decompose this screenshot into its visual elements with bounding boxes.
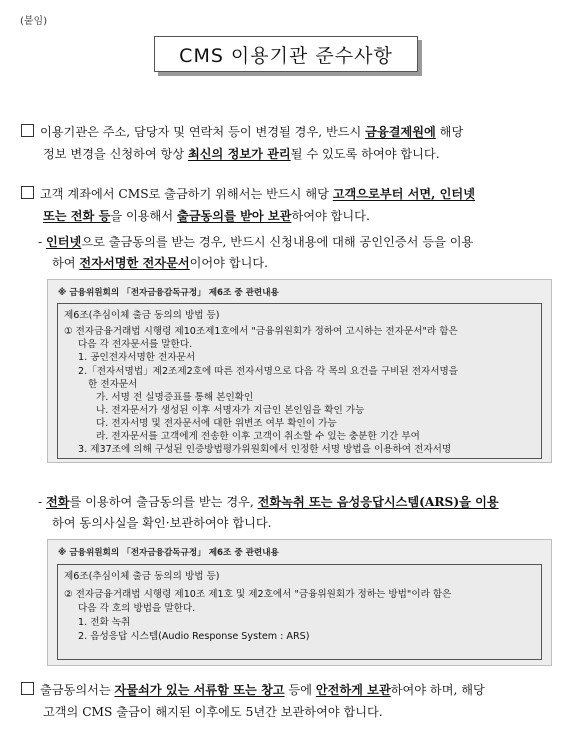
regulation-line: 다음 각 전자문서를 말한다. xyxy=(78,339,193,350)
checkbox-icon xyxy=(21,124,34,137)
regulation-line: 가. 서명 전 실명증표를 통해 본인확인 xyxy=(96,392,254,403)
regulation-line: 한 전자문서 xyxy=(88,379,138,390)
regulation-line: 제6조(추심이체 출금 동의의 방법 등) xyxy=(64,571,220,582)
internet-line-1: - 인터넷으로 출금동의를 받는 경우, 반드시 신청내용에 대해 공인인증서 등을 이용 xyxy=(38,235,474,249)
regulation-box-inner xyxy=(57,564,542,660)
section-2 xyxy=(21,183,475,227)
regulation-line: 1. 공인전자서명한 전자문서 xyxy=(78,352,196,363)
emphasis-kftc: 금융결제원에 xyxy=(365,125,436,139)
regulation-line: 다음 각 호의 방법을 말한다. xyxy=(78,603,196,614)
regulation-line: 2.「전자서명법」제2조제2호에 따른 전자서명으로 다음 각 목의 요건을 구비된 전자서명을 xyxy=(78,366,459,377)
emphasis-keep-consent: 출금동의를 받아 보관 xyxy=(176,209,292,223)
section-2-line-2: 또는 전화 등을 이용해서 출금동의를 받아 보관하여야 합니다. xyxy=(43,209,370,223)
regulation-line: 2. 음성응답 시스템(Audio Response System : ARS) xyxy=(78,631,310,642)
regulation-box-inner xyxy=(57,303,542,459)
regulation-box-phone xyxy=(47,539,552,666)
regulation-line: 나. 전자문서가 생성된 이후 서명자가 지급인 본인임을 확인 가능 xyxy=(96,405,365,416)
annex-label: (붙임) xyxy=(20,16,48,27)
phone-consent xyxy=(38,492,499,534)
section-1 xyxy=(21,121,463,165)
regulation-line: ① 전자금융거래법 시행령 제10조제1호에서 "금융위원회가 정하여 고시하는 전자문서"라 함은 xyxy=(64,326,458,337)
page-title xyxy=(154,36,418,72)
regulation-line: 다. 전자서명 및 전자문서에 대한 위변조 여부 확인이 가능 xyxy=(96,418,337,429)
regulation-line: 3. 제37조에 의해 구성된 인증방법평가위원회에서 인정한 서명 방법을 이용하여 전자서명 xyxy=(78,444,452,455)
section-1-line-1: 이용기관은 주소, 담당자 및 연락처 등이 변경될 경우, 반드시 금융결제원에 해당 xyxy=(21,121,463,143)
regulation-line: ② 전자금융거래법 시행령 제10조 제1호 및 제2호에서 "금융위원회가 정하는 방법"이라 함은 xyxy=(64,589,452,600)
section-3-line-2: 고객의 CMS 출금이 해지된 이후에도 5년간 보관하여야 합니다. xyxy=(43,705,383,719)
emphasis-locked-storage: 자물쇠가 있는 서류함 또는 창고 xyxy=(114,683,285,697)
page-title-text: CMS 이용기관 준수사항 xyxy=(179,44,393,67)
emphasis-safe-keeping: 안전하게 보관 xyxy=(315,683,391,697)
regulation-box-header: ※ 금융위원회의 「전자금융감독규정」 제6조 중 관련내용 xyxy=(58,548,279,558)
emphasis-customer-consent: 고객으로부터 서면, 인터넷 xyxy=(332,187,475,201)
regulation-line: 라. 전자문서를 고객에게 전송한 이후 고객이 취소할 수 있는 충분한 기간 부여 xyxy=(96,431,420,442)
emphasis-latest-info: 최신의 정보가 관리 xyxy=(188,147,291,161)
phone-line-2: 하여 동의사실을 확인·보관하여야 합니다. xyxy=(52,516,272,530)
internet-consent xyxy=(38,232,473,274)
regulation-line: 1. 전화 녹취 xyxy=(78,617,131,628)
checkbox-icon xyxy=(21,682,34,695)
section-2-line-1: 고객 계좌에서 CMS로 출금하기 위해서는 반드시 해당 고객으로부터 서면, 인터넷 xyxy=(21,183,475,205)
section-3 xyxy=(21,679,485,723)
regulation-line: 제6조(추심이체 출금 동의의 방법 등) xyxy=(64,310,220,321)
section-3-line-1: 출금동의서는 자물쇠가 있는 서류함 또는 창고 등에 안전하게 보관하여야 하며, 해당 xyxy=(21,679,485,701)
phone-line-1: - 전화를 이용하여 출금동의를 받는 경우, 전화녹취 또는 음성응답시스템(ARS)을 이용 xyxy=(38,495,499,509)
regulation-box-internet xyxy=(47,279,552,463)
checkbox-icon xyxy=(21,186,34,199)
regulation-box-header: ※ 금융위원회의 「전자금융감독규정」 제6조 중 관련내용 xyxy=(58,288,279,298)
section-1-line-2: 정보 변경을 신청하여 항상 최신의 정보가 관리될 수 있도록 하여야 합니다. xyxy=(43,147,440,161)
internet-line-2: 하여 전자서명한 전자문서이어야 합니다. xyxy=(52,256,269,270)
